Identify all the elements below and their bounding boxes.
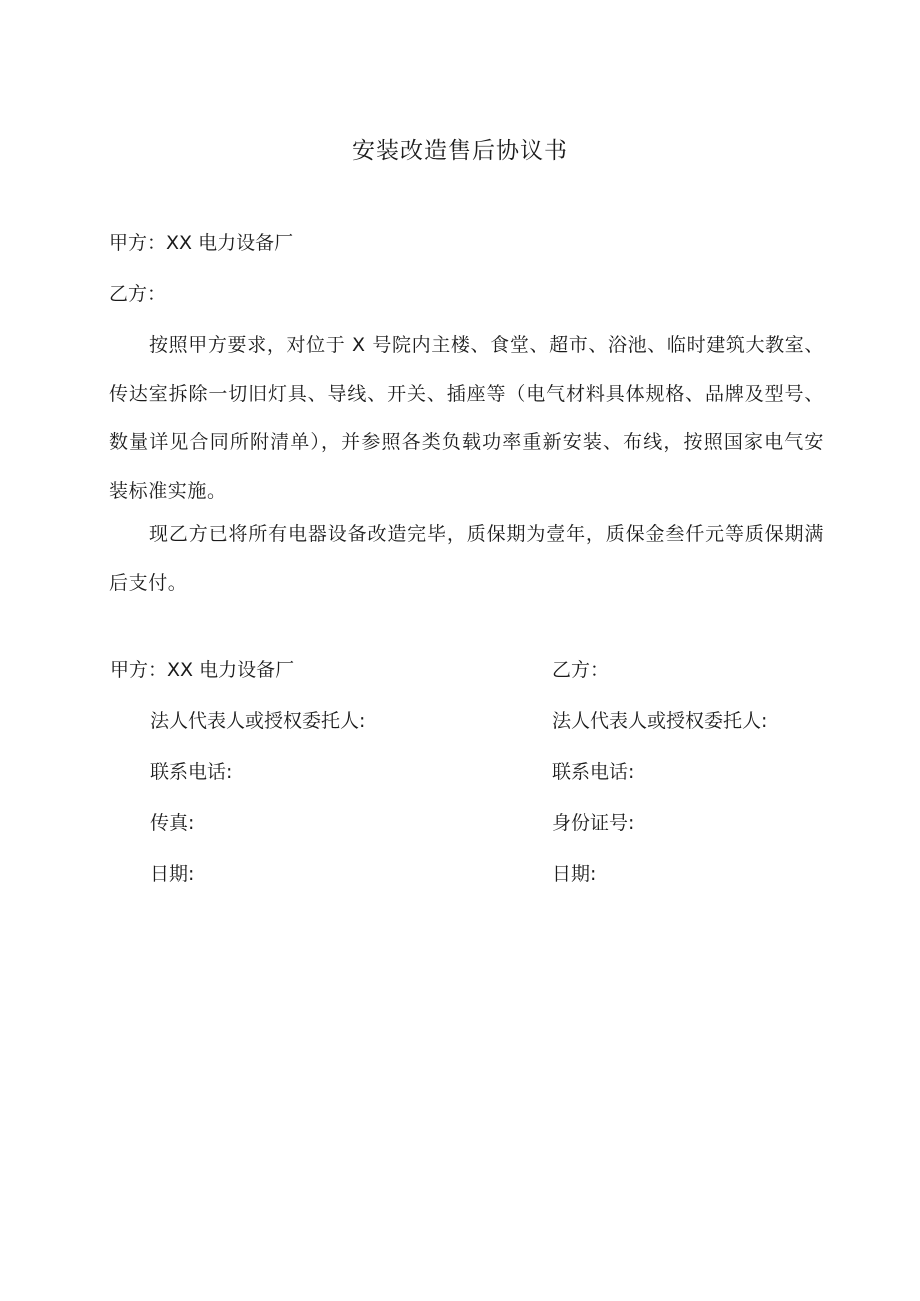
party-b-line: 乙方：	[109, 283, 167, 305]
signature-party-b-phone: 联系电话:	[552, 761, 635, 783]
party-a-line: 甲方：XX 电力设备厂	[109, 232, 294, 254]
signature-party-a-name: 甲方：XX 电力设备厂	[110, 659, 295, 681]
signature-party-b-representative: 法人代表人或授权委托人:	[552, 710, 768, 732]
signature-party-b-id-number: 身份证号:	[552, 812, 635, 834]
document-title: 安装改造售后协议书	[352, 138, 568, 164]
paragraph-scope: 按照甲方要求，对位于 X 号院内主楼、食堂、超市、浴池、临时建筑大教室、传达室拆除一切旧灯具、导线、开关、插座等（电气材料具体规格、品牌及型号、数量详见合同所附清单），并参照各类负载功率重新安装、布线，按照国家电气安装标准实施。	[109, 334, 824, 502]
signature-block-party-a	[110, 655, 365, 910]
signature-party-a-fax: 传真:	[150, 812, 195, 834]
paragraph-warranty: 现乙方已将所有电器设备改造完毕，质保期为壹年，质保金叁仟元等质保期满后支付。	[109, 523, 824, 594]
signature-party-a-phone: 联系电话:	[150, 761, 233, 783]
signature-party-b-date: 日期:	[552, 863, 597, 885]
signature-party-a-representative: 法人代表人或授权委托人:	[150, 710, 366, 732]
signature-party-b-name: 乙方：	[552, 659, 610, 681]
signature-block-party-b	[552, 655, 767, 910]
signature-party-a-date: 日期:	[150, 863, 195, 885]
